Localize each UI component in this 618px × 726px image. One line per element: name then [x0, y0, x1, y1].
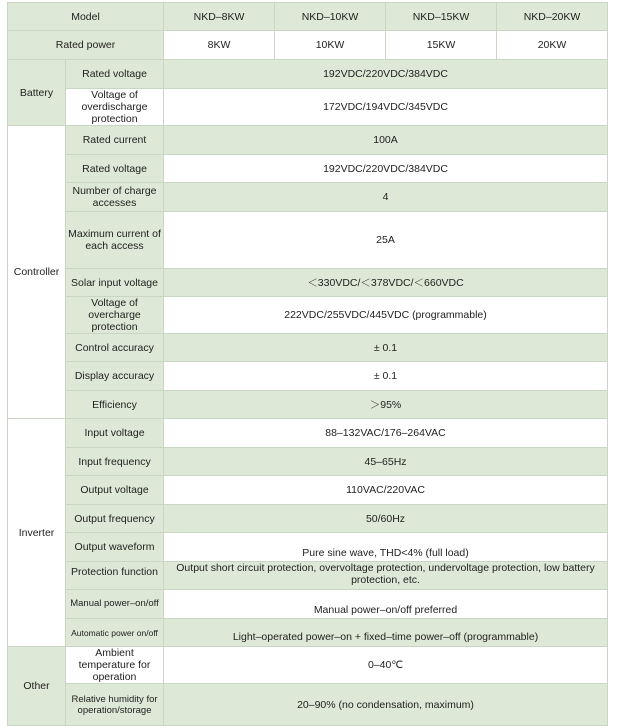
row-label: Control accuracy	[66, 334, 164, 362]
row-value: 110VAC/220VAC	[164, 476, 608, 505]
row-value: 45–65Hz	[164, 448, 608, 476]
model-10kw: NKD–10KW	[275, 3, 386, 31]
rated-power-label: Rated power	[8, 31, 164, 60]
row-label: Rated voltage	[66, 155, 164, 183]
row-label: Protection function	[66, 562, 164, 590]
table-row	[8, 476, 608, 505]
table-row	[8, 684, 608, 726]
spec-table	[7, 2, 608, 726]
row-label: Output voltage	[66, 476, 164, 505]
row-label: Input frequency	[66, 448, 164, 476]
model-8kw: NKD–8KW	[164, 3, 275, 31]
row-label: Ambient temperature for operation	[66, 647, 164, 684]
row-value: 192VDC/220VDC/384VDC	[164, 155, 608, 183]
row-value: 0–40℃	[164, 647, 608, 684]
table-row	[8, 126, 608, 155]
row-value: 222VDC/255VDC/445VDC (programmable)	[164, 297, 608, 334]
row-value: 20–90% (no condensation, maximum)	[164, 684, 608, 726]
rated-power-8kw: 8KW	[164, 31, 275, 60]
rated-power-10kw: 10KW	[275, 31, 386, 60]
table-row	[8, 391, 608, 419]
row-value: ＞95%	[164, 391, 608, 419]
table-row	[8, 334, 608, 362]
row-value: 192VDC/220VDC/384VDC	[164, 60, 608, 89]
row-value: ± 0.1	[164, 334, 608, 362]
table-row	[8, 419, 608, 448]
row-label: Voltage of overcharge protection	[66, 297, 164, 334]
row-label: Maximum current of each access	[66, 212, 164, 269]
table-row	[8, 269, 608, 297]
row-label: Output frequency	[66, 505, 164, 533]
row-value: Pure sine wave, THD<4% (full load)	[164, 533, 608, 562]
table-row	[8, 89, 608, 126]
row-value: ± 0.1	[164, 362, 608, 391]
row-label: Display accuracy	[66, 362, 164, 391]
table-row	[8, 619, 608, 647]
table-row	[8, 183, 608, 212]
row-label: Efficiency	[66, 391, 164, 419]
row-label: Relative humidity for operation/storage	[66, 684, 164, 726]
table-row	[8, 155, 608, 183]
row-label: Manual power–on/off	[66, 590, 164, 619]
row-label: Rated voltage	[66, 60, 164, 89]
rated-power-15kw: 15KW	[386, 31, 497, 60]
table-row	[8, 533, 608, 562]
model-label: Model	[8, 3, 164, 31]
row-value: Manual power–on/off preferred	[164, 590, 608, 619]
table-row	[8, 562, 608, 590]
row-label: Automatic power on/off	[66, 619, 164, 647]
row-value: 88–132VAC/176–264VAC	[164, 419, 608, 448]
section-other: Other	[8, 647, 66, 726]
table-row	[8, 212, 608, 269]
header-row	[8, 3, 608, 31]
section-inverter: Inverter	[8, 419, 66, 647]
table-row	[8, 448, 608, 476]
table-row	[8, 60, 608, 89]
row-value: 50/60Hz	[164, 505, 608, 533]
table-row	[8, 362, 608, 391]
row-value: Output short circuit protection, overvoltage protection, undervoltage protection, low battery protection, etc.	[164, 562, 608, 590]
row-value: Light–operated power–on + fixed–time power–off (programmable)	[164, 619, 608, 647]
row-value: 172VDC/194VDC/345VDC	[164, 89, 608, 126]
row-value: ＜330VDC/＜378VDC/＜660VDC	[164, 269, 608, 297]
table-row	[8, 505, 608, 533]
row-value: 25A	[164, 212, 608, 269]
section-battery: Battery	[8, 60, 66, 126]
row-value: 4	[164, 183, 608, 212]
row-label: Rated current	[66, 126, 164, 155]
row-value: 100A	[164, 126, 608, 155]
section-controller: Controller	[8, 126, 66, 419]
table-row	[8, 297, 608, 334]
row-label: Output waveform	[66, 533, 164, 562]
model-15kw: NKD–15KW	[386, 3, 497, 31]
table-row	[8, 647, 608, 684]
rated-power-row	[8, 31, 608, 60]
rated-power-20kw: 20KW	[497, 31, 608, 60]
row-label: Voltage of overdischarge protection	[66, 89, 164, 126]
row-label: Solar input voltage	[66, 269, 164, 297]
row-label: Number of charge accesses	[66, 183, 164, 212]
row-label: Input voltage	[66, 419, 164, 448]
model-20kw: NKD–20KW	[497, 3, 608, 31]
table-row	[8, 590, 608, 619]
